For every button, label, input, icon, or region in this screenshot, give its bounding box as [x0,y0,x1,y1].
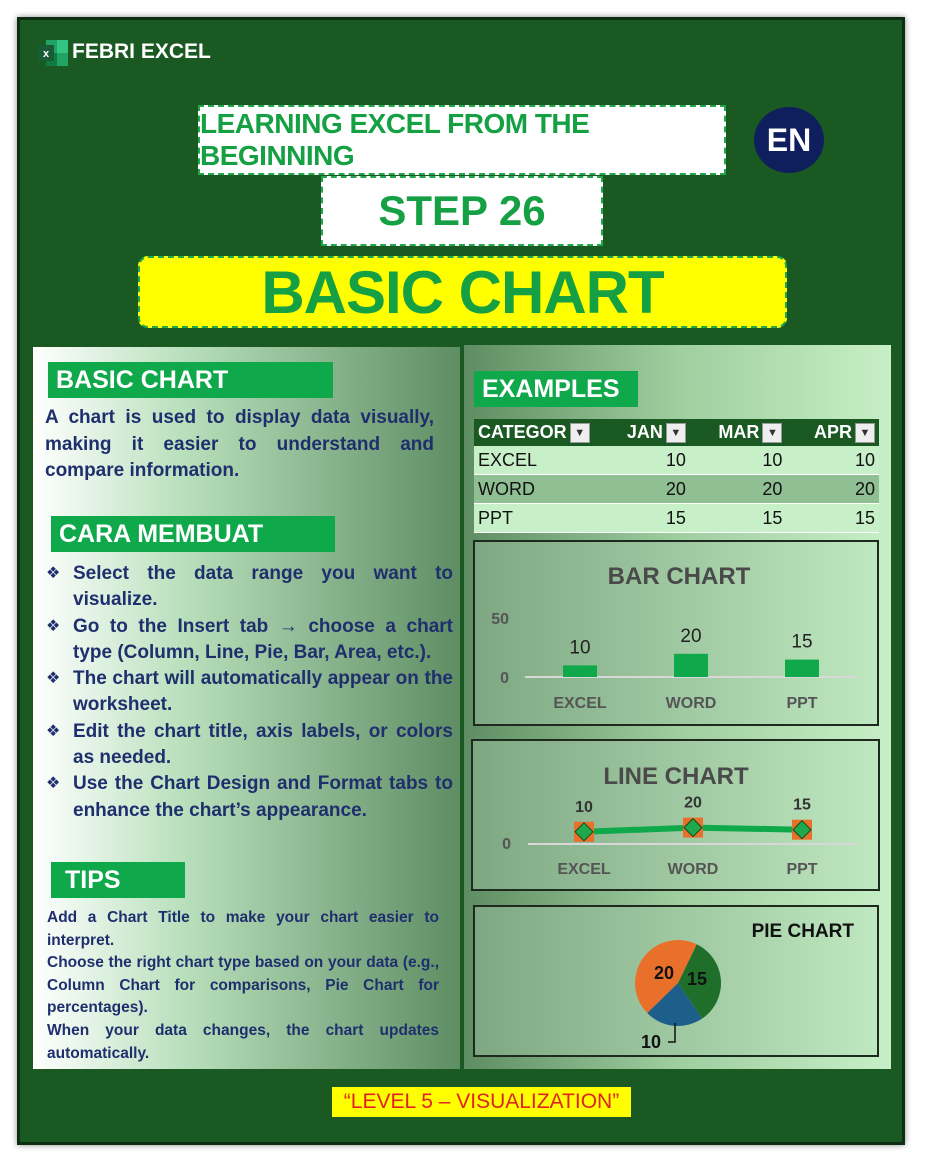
table-cell[interactable]: 20 [600,475,690,504]
column-header[interactable]: CATEGOR ▼ [474,419,600,446]
data-label: 20 [684,794,702,812]
excel-icon [38,40,68,66]
x-tick-label: WORD [667,861,719,878]
x-tick-label: EXCEL [553,695,607,712]
diamond-bullet-icon: ❖ [46,775,61,793]
list-item: ❖ Use the Chart Design and Format tabs to enhance the chart’s appearance. [46,771,453,824]
level-caption: “LEVEL 5 – VISUALIZATION” [332,1087,631,1117]
basic-chart-heading: BASIC CHART [48,362,333,398]
language-badge: EN [754,107,824,173]
bar-ppt [785,660,819,677]
column-header[interactable]: MAR ▼ [690,419,787,446]
tips-heading: TIPS [51,862,185,898]
bar-word [674,654,708,677]
table-cell[interactable]: WORD [474,475,600,504]
table-cell[interactable]: 15 [600,504,690,533]
y-tick-label: 0 [500,670,509,687]
topic-title: BASIC CHART [138,256,787,328]
x-tick-label: PPT [786,695,818,712]
data-label: 20 [653,963,675,983]
column-header[interactable]: APR ▼ [786,419,879,446]
list-item: ❖ Go to the Insert tab → choose a chart type (Column, Line, Pie, Bar, Area, etc.). [46,614,453,667]
y-tick-label: 0 [502,836,511,853]
table-cell[interactable]: PPT [474,504,600,533]
table-cell[interactable]: 15 [690,504,787,533]
how-to-heading: CARA MEMBUAT [51,516,335,552]
list-item: ❖ Edit the chart title, axis labels, or colors as needed. [46,719,453,772]
table-row [474,504,879,533]
brand-name: FEBRI EXCEL [72,40,211,63]
line-chart-svg [473,741,878,889]
list-item: ❖ The chart will automatically appear on the worksheet. [46,666,453,719]
line-chart[interactable] [471,739,880,891]
diamond-bullet-icon: ❖ [46,722,61,740]
table-cell[interactable]: 20 [690,475,787,504]
table-row [474,446,879,475]
bar-chart[interactable] [473,540,879,726]
filter-dropdown-icon[interactable]: ▼ [666,423,686,443]
data-label: 10 [569,637,591,659]
y-tick-label: 50 [491,611,509,628]
table-row [474,475,879,504]
table-cell[interactable]: 20 [786,475,879,504]
data-label: 15 [791,631,813,653]
step-label: STEP 26 [321,176,603,246]
tips-text [47,907,439,1065]
filter-dropdown-icon[interactable]: ▼ [762,423,782,443]
pie-chart[interactable] [473,905,879,1057]
bar-excel [563,665,597,677]
data-label: 20 [680,625,702,647]
tip-item: When your data changes, the chart updates automatically. [47,1021,439,1062]
data-label: 10 [640,1032,662,1052]
x-tick-label: WORD [665,695,717,712]
table-cell[interactable]: EXCEL [474,446,600,475]
basic-chart-description: A chart is used to display data visually, making it easier to understand and compare information. [45,407,434,481]
bar-chart-svg [475,542,877,724]
leader-line [668,1023,675,1042]
svg-text:x: x [42,48,50,60]
example-table [474,419,879,533]
table-cell[interactable]: 10 [786,446,879,475]
column-header[interactable]: JAN ▼ [600,419,690,446]
tip-item: Add a Chart Title to make your chart easier to interpret. [47,909,439,949]
data-label: 15 [686,969,708,989]
x-tick-label: EXCEL [557,861,611,878]
data-label: 15 [793,796,811,814]
x-tick-label: PPT [786,861,818,878]
diamond-bullet-icon: ❖ [46,670,61,688]
pie-chart-svg [475,907,877,1055]
chart-title: LINE CHART [603,763,749,790]
diamond-bullet-icon: ❖ [46,617,61,635]
filter-dropdown-icon[interactable]: ▼ [855,423,875,443]
how-to-steps [46,561,453,824]
table-header-row [474,419,879,446]
table-cell[interactable]: 10 [690,446,787,475]
tip-item: Choose the right chart type based on your data (e.g., Column Chart for comparisons, Pie Chart for percentages). [47,954,439,1017]
chart-title: BAR CHART [607,563,751,590]
filter-dropdown-icon[interactable]: ▼ [570,423,590,443]
list-item: ❖ Select the data range you want to visualize. [46,561,453,614]
chart-title: PIE CHART [751,921,854,942]
course-title: LEARNING EXCEL FROM THE BEGINNING [198,105,726,175]
diamond-bullet-icon: ❖ [46,565,61,582]
table-cell[interactable]: 10 [600,446,690,475]
examples-heading: EXAMPLES [474,371,638,407]
table-cell[interactable]: 15 [786,504,879,533]
data-label: 10 [575,798,593,816]
